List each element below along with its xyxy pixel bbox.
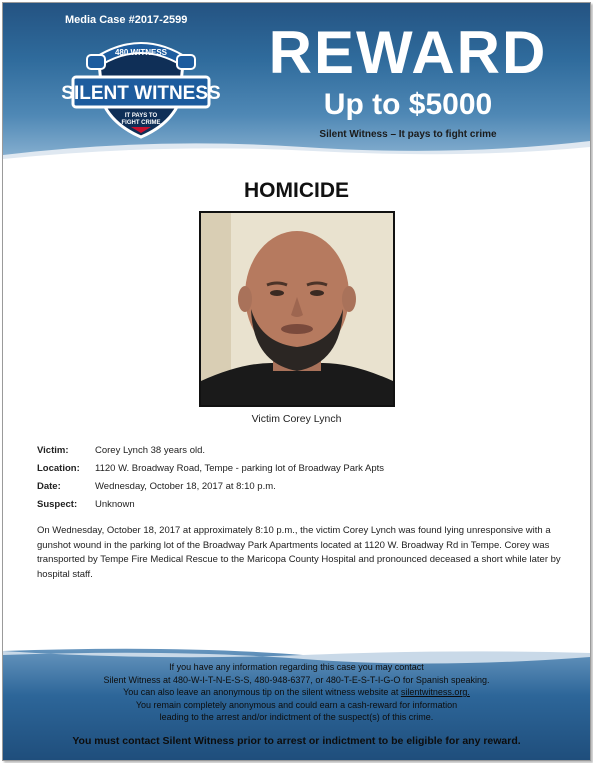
field-label: Location: (37, 462, 80, 474)
footer-line: leading to the arrest and/or indictment of the suspect(s) of this crime. (159, 712, 434, 722)
field-value: Wednesday, October 18, 2017 at 8:10 p.m. (95, 480, 276, 492)
logo-motto-line2: FIGHT CRIME (121, 120, 161, 126)
website-link[interactable]: silentwitness.org. (400, 687, 470, 697)
header-banner (3, 3, 590, 163)
footer-line: Silent Witness at 480-W-I-T-N-E-S-S, 480-948-6377, or 480-T-E-S-T-I-G-O for Spanish speaking. (103, 674, 490, 685)
photo-caption: Victim Corey Lynch (251, 413, 342, 425)
flyer-page (2, 2, 591, 761)
header-wave-decoration (3, 133, 590, 167)
victim-portrait-image (201, 213, 393, 405)
footer-contact-info (3, 661, 590, 724)
logo-motto-line1: IT PAYS TO (124, 113, 158, 119)
footer-banner (3, 643, 590, 760)
reward-title: REWARD (268, 19, 548, 86)
footer-line (3, 686, 590, 699)
field-label: Victim: (37, 444, 69, 456)
victim-photo (199, 211, 395, 407)
footer-line-text: You can also leave an anonymous tip on the silent witness website at (123, 687, 401, 697)
reward-tagline: Silent Witness – It pays to fight crime (319, 129, 497, 140)
field-value: Corey Lynch 38 years old. (95, 444, 206, 456)
field-label: Suspect: (37, 498, 78, 510)
field-label: Date: (37, 480, 61, 492)
field-victim (37, 441, 577, 459)
field-date (37, 477, 577, 495)
case-type-heading: HOMICIDE (244, 179, 349, 202)
field-suspect (37, 495, 577, 513)
case-narrative: On Wednesday, October 18, 2017 at approximately 8:10 p.m., the victim Corey Lynch was found lying unresponsive with a gunshot wound in the parking lot of the Broadway Park Apartments located at 1120 W. Broadway Rd in Tempe. Corey was transported by Tempe Fire Medical Rescue to the Maricopa County Hospital and pronounced deceased a short while later by hospital staff. (37, 525, 561, 580)
silent-witness-logo (61, 33, 221, 141)
logo-name-text: SILENT WITNESS (61, 83, 221, 104)
footer-line: You remain completely anonymous and could earn a cash-reward for information (135, 699, 458, 710)
media-case-number: Media Case #2017-2599 (65, 14, 188, 26)
footer-eligibility-notice: You must contact Silent Witness prior to arrest or indictment to be eligible for any reward. (72, 735, 521, 747)
logo-phone-text: 480.WITNESS (114, 48, 168, 57)
reward-amount: Up to $5000 (323, 88, 493, 121)
field-value: Unknown (95, 498, 135, 510)
footer-line: If you have any information regarding this case you may contact (169, 662, 424, 672)
case-details (37, 441, 577, 513)
field-value: 1120 W. Broadway Road, Tempe - parking lot of Broadway Park Apts (95, 462, 385, 474)
field-location (37, 459, 577, 477)
